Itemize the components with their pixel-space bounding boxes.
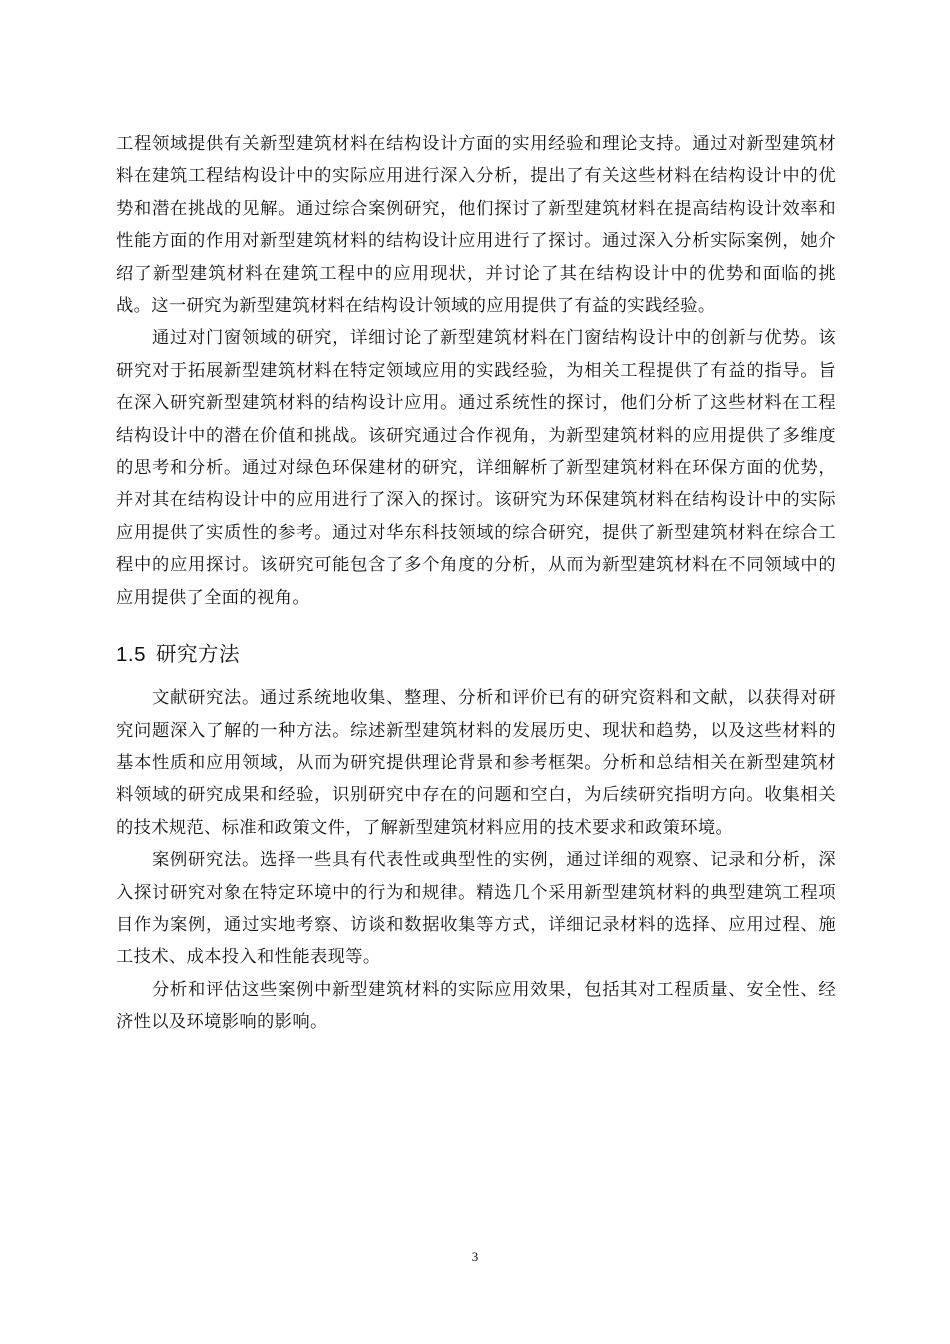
body-paragraph: 案例研究法。选择一些具有代表性或典型性的实例，通过详细的观察、记录和分析，深入探讨研究对象在特定环境中的行为和规律。精选几个采用新型建筑材料的典型建筑工程项目作为案例，通过实地考察、访谈和数据收集等方式，详细记录材料的选择、应用过程、施工技术、成本投入和性能表现等。: [116, 850, 836, 968]
section-heading: [116, 640, 836, 670]
body-paragraph: 文献研究法。通过系统地收集、整理、分析和评价已有的研究资料和文献，以获得对研究问题深入了解的一种方法。综述新型建筑材料的发展历史、现状和趋势，以及这些材料的基本性质和应用领域，从而为研究提供理论背景和参考框架。分析和总结相关在新型建筑材料领域的研究成果和经验，识别研究中存在的问题和空白，为后续研究指明方向。收集相关的技术规范、标准和政策文件，了解新型建筑材料应用的技术要求和政策环境。: [116, 688, 836, 838]
body-paragraph-continued: 工程领域提供有关新型建筑材料在结构设计方面的实用经验和理论支持。通过对新型建筑材料在建筑工程结构设计中的实际应用进行深入分析，提出了有关这些材料在结构设计中的优势和潜在挑战的见解。通过综合案例研究，他们探讨了新型建筑材料在提高结构设计效率和性能方面的作用对新型建筑材料的结构设计应用进行了探讨。通过深入分析实际案例，她介绍了新型建筑材料在建筑工程中的应用现状，并讨论了其在结构设计中的优势和面临的挑战。这一研究为新型建筑材料在结构设计领域的应用提供了有益的实践经验。: [116, 134, 836, 317]
page-number: 3: [471, 1249, 479, 1264]
section-number: 1.5: [116, 643, 146, 667]
body-paragraph: 通过对门窗领域的研究，详细讨论了新型建筑材料在门窗结构设计中的创新与优势。该研究对于拓展新型建筑材料在特定领域应用的实践经验，为相关工程提供了有益的指导。旨在深入研究新型建筑材料的结构设计应用。通过系统性的探讨，他们分析了这些材料在工程结构设计中的潜在价值和挑战。该研究通过合作视角，为新型建筑材料的应用提供了多维度的思考和分析。通过对绿色环保建材的研究，详细解析了新型建筑材料在环保方面的优势，并对其在结构设计中的应用进行了深入的探讨。该研究为环保建筑材料在结构设计中的实际应用提供了实质性的参考。通过对华东科技领域的综合研究，提供了新型建筑材料在综合工程中的应用探讨。该研究可能包含了多个角度的分析，从而为新型建筑材料在不同领域中的应用提供了全面的视角。: [116, 328, 836, 608]
body-paragraph: 分析和评估这些案例中新型建筑材料的实际应用效果，包括其对工程质量、安全性、经济性以及环境影响的影响。: [116, 979, 836, 1033]
section-title: 研究方法: [156, 643, 240, 667]
page-body: [116, 128, 836, 1039]
